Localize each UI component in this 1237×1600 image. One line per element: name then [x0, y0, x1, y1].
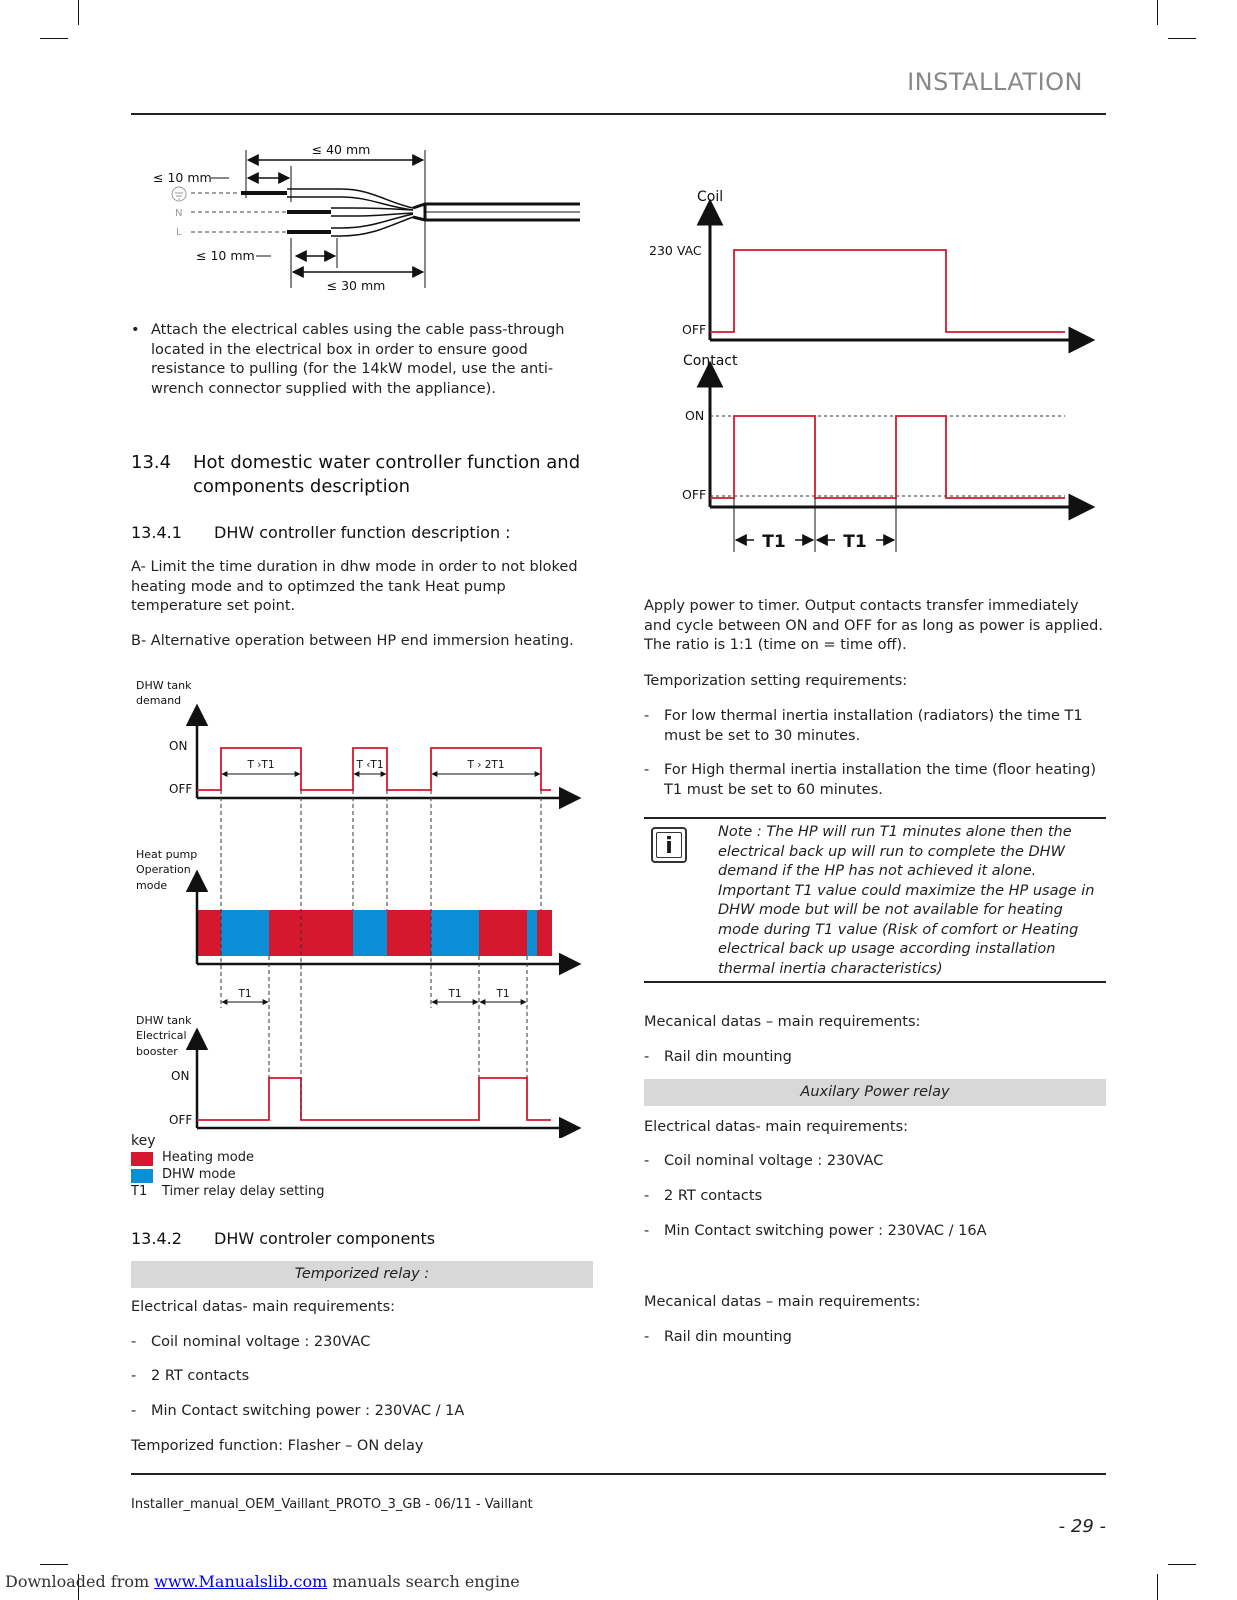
coil-off-label: OFF: [682, 322, 707, 337]
list-item: - Coil nominal voltage : 230VAC: [131, 1334, 371, 1350]
section-13-4-title: Hot domestic water controller function and components description: [193, 452, 581, 497]
t1-span-2: T1: [448, 988, 462, 1000]
crop-mark: [78, 0, 79, 25]
demand-label-line2: demand: [136, 694, 182, 707]
list-item: - Min Contact switching power : 230VAC / 16A: [644, 1223, 987, 1239]
note-top-rule: [644, 817, 1106, 819]
label-n: N: [175, 208, 183, 219]
hp-label-line3: mode: [136, 879, 168, 892]
contact-on-label: ON: [685, 408, 705, 423]
crop-mark: [40, 1564, 68, 1565]
demand-on-label: ON: [169, 739, 188, 753]
page-number: - 29 -: [1058, 1516, 1106, 1537]
coil-vac-label: 230 VAC: [649, 243, 702, 258]
mech2-title: Mecanical datas – main requirements:: [644, 1294, 921, 1310]
cable-pass-through-instruction: Attach the electrical cables using the cable pass-through located in the electrical box in order to ensure good resistance to pulling (for the 14kW model, use the anti-wrench connector supplied with the appliance).: [151, 322, 565, 397]
list-item: - For High thermal inertia installation the time (floor heating) T1 must be set to 60 minutes.: [644, 762, 1096, 798]
hp-label-line1: Heat pump: [136, 848, 198, 861]
temporized-electrical-title: Electrical datas- main requirements:: [131, 1299, 396, 1315]
booster-label-line3: booster: [136, 1045, 178, 1058]
auxiliary-electrical-title: Electrical datas- main requirements:: [644, 1119, 909, 1135]
note-text: Note : The HP will run T1 minutes alone then the electrical back up will run to complete the DHW demand if the HP has not achieved it alone. Important T1 value could maximize the HP usage in DHW mode but will be not available for heating mode during T1 value (Risk of comfort or Heating electrical back up usage according installation thermal inertia characteristics): [718, 824, 1095, 977]
dim-40mm: ≤ 40 mm: [311, 142, 371, 157]
page-header-title: INSTALLATION: [907, 68, 1083, 96]
section-13-4-number: 13.4: [131, 452, 172, 473]
section-13-4-2-title: DHW controler components: [214, 1229, 436, 1248]
list-item: - Coil nominal voltage : 230VAC: [644, 1153, 884, 1169]
download-notice: [5, 1572, 520, 1591]
dhw-mode-swatch: [131, 1169, 153, 1183]
t1-key-desc: Timer relay delay setting: [162, 1184, 325, 1199]
temporization-title: Temporization setting requirements:: [644, 673, 908, 689]
hp-label-line2: Operation: [136, 863, 191, 876]
list-item: - Rail din mounting: [644, 1049, 792, 1065]
key-title: key: [131, 1133, 156, 1149]
list-item: - Min Contact switching power : 230VAC / 1A: [131, 1403, 465, 1419]
contact-off-label: OFF: [682, 487, 707, 502]
demand-off-label: OFF: [169, 782, 193, 796]
list-item: - 2 RT contacts: [644, 1188, 763, 1204]
temporized-function: Temporized function: Flasher – ON delay: [131, 1438, 424, 1454]
note-bottom-rule: [644, 981, 1106, 983]
dim-10mm-bottom: ≤ 10 mm: [196, 248, 255, 263]
demand-label-line1: DHW tank: [136, 679, 192, 692]
crop-mark: [40, 38, 68, 39]
relay-timing-diagram: [640, 180, 1100, 560]
segment-t-lt-t1: T ‹T1: [356, 759, 384, 771]
t1-span-1: T1: [238, 988, 252, 1000]
booster-off-label: OFF: [169, 1113, 193, 1127]
heating-mode-swatch: [131, 1152, 153, 1166]
segment-t-gt-t1: T ›T1: [247, 759, 275, 771]
manualslib-link[interactable]: www.Manualslib.com: [154, 1572, 328, 1591]
booster-label-line2: Electrical: [136, 1029, 187, 1042]
bullet-marker: •: [131, 322, 140, 338]
crop-mark: [1168, 1564, 1196, 1565]
download-prefix: Downloaded from: [5, 1572, 155, 1591]
mech1-title: Mecanical datas – main requirements:: [644, 1014, 921, 1030]
list-item: - Rail din mounting: [644, 1329, 792, 1345]
coil-label: Coil: [697, 189, 724, 205]
contact-label: Contact: [683, 353, 738, 369]
info-icon: [651, 827, 687, 863]
info-icon-glyph: i: [656, 832, 682, 858]
crop-mark: [1157, 1574, 1158, 1600]
dim-30mm: ≤ 30 mm: [326, 278, 386, 293]
t1-label-b: T1: [843, 532, 867, 552]
section-13-4-1-title: DHW controller function description :: [214, 523, 511, 542]
section-13-4-1-number: 13.4.1: [131, 523, 182, 542]
t1-span-3: T1: [496, 988, 510, 1000]
heating-mode-label: Heating mode: [162, 1150, 254, 1165]
label-l: L: [176, 227, 182, 238]
t1-key-code: T1: [131, 1184, 148, 1199]
cable-stripping-diagram: [131, 138, 601, 308]
list-item: - 2 RT contacts: [131, 1368, 250, 1384]
footer-rule: [131, 1473, 1106, 1475]
list-item: - For low thermal inertia installation (radiators) the time T1 must be set to 30 minutes.: [644, 708, 1083, 744]
section-13-4-2-number: 13.4.2: [131, 1229, 182, 1248]
segment-t-gt-2t1: T › 2T1: [467, 759, 505, 771]
header-rule: [131, 113, 1106, 115]
dhw-timing-diagram: [131, 678, 601, 1138]
crop-mark: [1157, 0, 1158, 25]
temporized-relay-band: Temporized relay :: [131, 1261, 593, 1288]
t1-label-a: T1: [762, 532, 786, 552]
crop-mark: [1168, 38, 1196, 39]
footer-doc-id: Installer_manual_OEM_Vaillant_PROTO_3_GB - 06/11 - Vaillant: [131, 1497, 533, 1512]
paragraph-a: A- Limit the time duration in dhw mode in order to not bloked heating mode and to optimzed the tank Heat pump temperature set point.: [131, 559, 578, 614]
paragraph-b: B- Alternative operation between HP end immersion heating.: [131, 633, 574, 649]
timer-paragraph: Apply power to timer. Output contacts transfer immediately and cycle between ON and OFF for as long as power is applied. The ratio is 1:1 (time on = time off).: [644, 598, 1103, 653]
booster-label-line1: DHW tank: [136, 1014, 192, 1027]
dim-10mm-top: ≤ 10 mm: [153, 170, 212, 185]
dhw-mode-label: DHW mode: [162, 1167, 236, 1182]
booster-on-label: ON: [171, 1069, 190, 1083]
auxiliary-power-relay-band: Auxilary Power relay: [644, 1079, 1106, 1106]
download-suffix: manuals search engine: [327, 1572, 520, 1591]
